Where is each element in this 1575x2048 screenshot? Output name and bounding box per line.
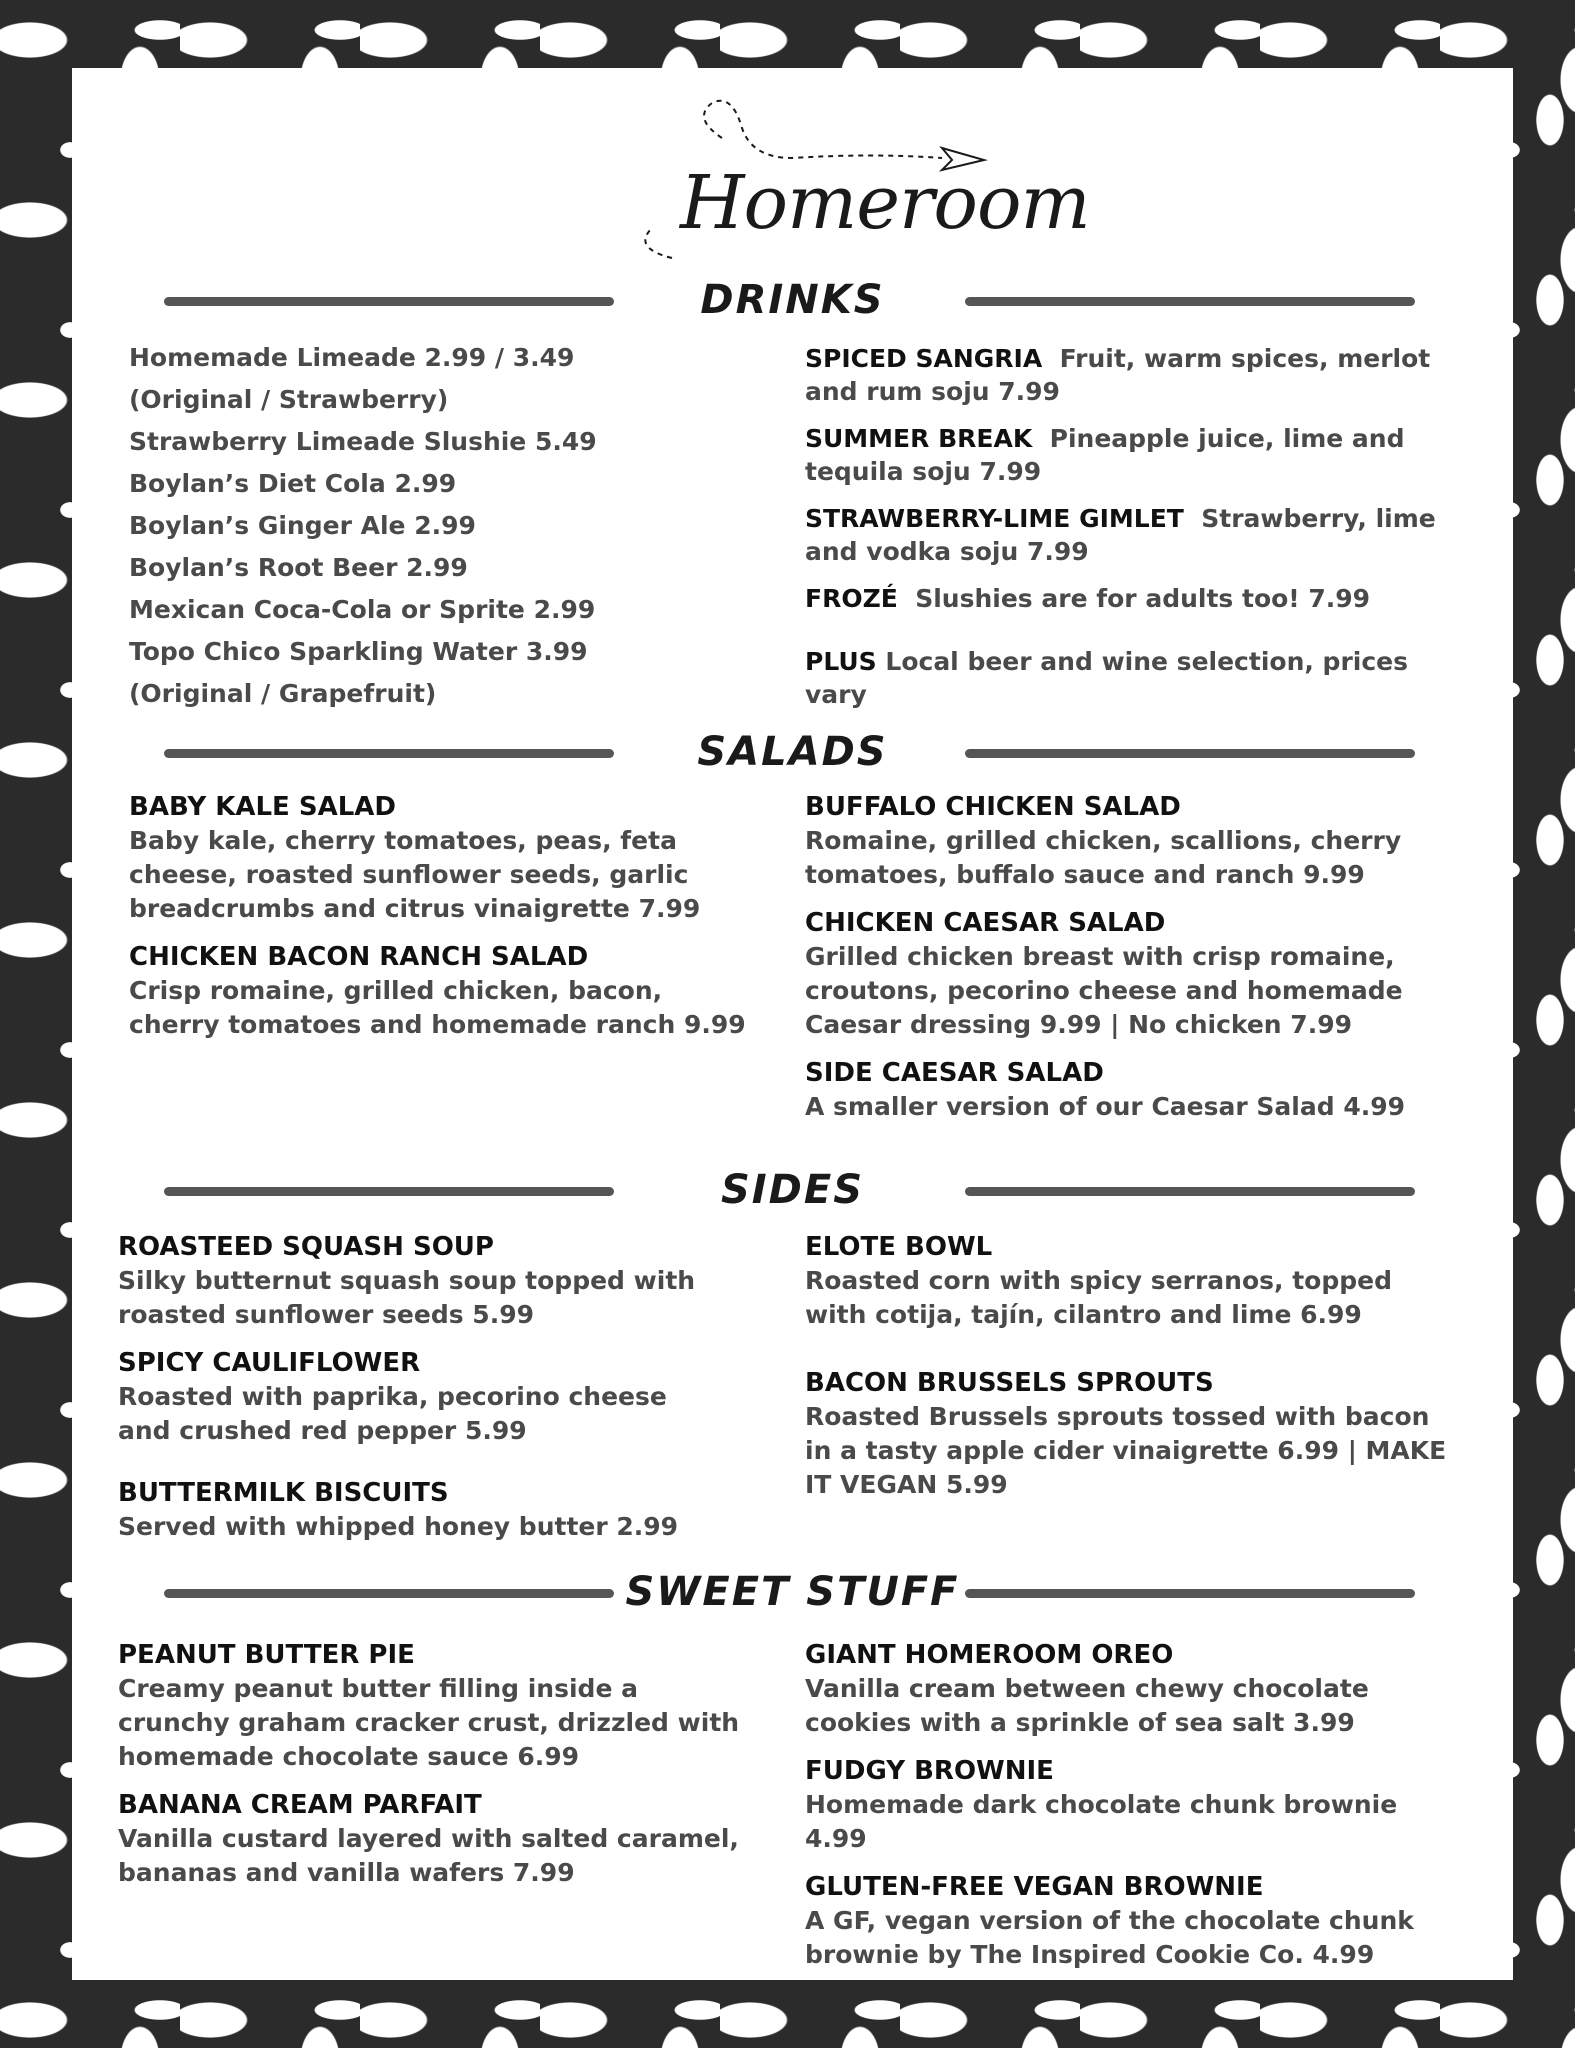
menu-item bbox=[805, 1366, 1450, 1502]
salads-right-column bbox=[805, 790, 1450, 1138]
item-desc: Silky butternut squash soup topped with roasted sunflower seeds 5.99 bbox=[118, 1266, 696, 1329]
item-desc: A GF, vegan version of the chocolate chunk brownie by The Inspired Cookie Co. 4.99 bbox=[805, 1906, 1414, 1969]
item-name: STRAWBERRY-LIME GIMLET bbox=[805, 504, 1184, 533]
item-name: SPICY CAULIFLOWER bbox=[118, 1348, 421, 1378]
item-desc: Crisp romaine, grilled chicken, bacon, cherry tomatoes and homemade ranch 9.99 bbox=[129, 976, 746, 1039]
item-name: PEANUT BUTTER PIE bbox=[118, 1640, 415, 1670]
menu-item bbox=[805, 790, 1450, 892]
salads-header bbox=[72, 725, 1513, 785]
item-name: BABY KALE SALAD bbox=[129, 792, 396, 822]
item-name: SIDE CAESAR SALAD bbox=[805, 1058, 1104, 1088]
sweets-header bbox=[72, 1565, 1513, 1625]
menu-item bbox=[118, 1346, 718, 1448]
menu-item bbox=[805, 1870, 1450, 1972]
item-desc: Vanilla custard layered with salted caramel, bananas and vanilla wafers 7.99 bbox=[118, 1824, 739, 1887]
section-title-sides: SIDES bbox=[720, 1167, 865, 1213]
divider bbox=[965, 749, 1415, 758]
menu-item bbox=[805, 906, 1450, 1042]
list-item: Boylan’s Root Beer 2.99 bbox=[129, 553, 468, 582]
sides-left-column bbox=[118, 1230, 718, 1558]
menu-item bbox=[805, 1230, 1450, 1332]
list-item: (Original / Strawberry) bbox=[129, 385, 449, 414]
item-name: ROASTEED SQUASH SOUP bbox=[118, 1232, 494, 1262]
item-name: CHICKEN CAESAR SALAD bbox=[805, 908, 1166, 938]
list-item: Topo Chico Sparkling Water 3.99 bbox=[129, 637, 588, 666]
list-item: Strawberry Limeade Slushie 5.49 bbox=[129, 427, 597, 456]
list-item: (Original / Grapefruit) bbox=[129, 679, 437, 708]
salads-left-column bbox=[129, 790, 754, 1056]
item-desc: Pineapple juice, lime and tequila soju 7.99 bbox=[805, 424, 1405, 486]
item-name: BUFFALO CHICKEN SALAD bbox=[805, 792, 1181, 822]
sweets-right-column bbox=[805, 1638, 1450, 1986]
drinks-header bbox=[72, 273, 1513, 333]
item-name: BACON BRUSSELS SPROUTS bbox=[805, 1368, 1214, 1398]
item-desc: Strawberry, lime and vodka soju 7.99 bbox=[805, 504, 1436, 566]
sides-right-column bbox=[805, 1230, 1450, 1516]
menu-item bbox=[118, 1476, 718, 1544]
list-item: Mexican Coca-Cola or Sprite 2.99 bbox=[129, 595, 596, 624]
item-desc: Roasted with paprika, pecorino cheese and crushed red pepper 5.99 bbox=[118, 1382, 667, 1445]
divider bbox=[965, 1589, 1415, 1598]
item-name: SPICED SANGRIA bbox=[805, 344, 1043, 373]
list-item: Boylan’s Ginger Ale 2.99 bbox=[129, 511, 476, 540]
list-item bbox=[805, 645, 1450, 711]
item-desc: Local beer and wine selection, prices vary bbox=[805, 647, 1409, 709]
item-desc: Romaine, grilled chicken, scallions, cherry tomatoes, buffalo sauce and ranch 9.99 bbox=[805, 826, 1402, 889]
item-desc: Roasted corn with spicy serranos, topped with cotija, tajín, cilantro and lime 6.99 bbox=[805, 1266, 1392, 1329]
item-desc: Slushies are for adults too! 7.99 bbox=[915, 584, 1371, 613]
item-desc: Roasted Brussels sprouts tossed with bacon in a tasty apple cider vinaigrette 6.99 | MAKE IT VEGAN 5.99 bbox=[805, 1402, 1447, 1499]
menu-page bbox=[72, 68, 1513, 1980]
list-item bbox=[805, 502, 1450, 568]
menu-item bbox=[805, 1754, 1450, 1856]
item-name: BUTTERMILK BISCUITS bbox=[118, 1478, 449, 1508]
item-desc: Grilled chicken breast with crisp romaine, croutons, pecorino cheese and homemade Caesar dressing 9.99 | No chicken 7.99 bbox=[805, 942, 1403, 1039]
menu-item bbox=[118, 1638, 748, 1774]
homeroom-logo bbox=[612, 98, 1090, 278]
menu-item bbox=[129, 790, 754, 926]
item-desc: Fruit, warm spices, merlot and rum soju 7.99 bbox=[805, 344, 1431, 406]
item-name: PLUS bbox=[805, 647, 877, 676]
list-item: Homemade Limeade 2.99 / 3.49 bbox=[129, 343, 575, 372]
item-desc: Vanilla cream between chewy chocolate cookies with a sprinkle of sea salt 3.99 bbox=[805, 1674, 1369, 1737]
item-name: CHICKEN BACON RANCH SALAD bbox=[129, 942, 589, 972]
section-title-sweets: SWEET STUFF bbox=[625, 1569, 960, 1615]
item-name: ELOTE BOWL bbox=[805, 1232, 993, 1262]
drinks-left-column bbox=[129, 337, 769, 715]
divider bbox=[965, 1187, 1415, 1196]
item-name: BANANA CREAM PARFAIT bbox=[118, 1790, 482, 1820]
item-name: GLUTEN-FREE VEGAN BROWNIE bbox=[805, 1872, 1264, 1902]
menu-item bbox=[118, 1788, 748, 1890]
divider bbox=[965, 297, 1415, 306]
list-item bbox=[805, 582, 1450, 615]
item-desc: Baby kale, cherry tomatoes, peas, feta cheese, roasted sunflower seeds, garlic breadcrumbs and citrus vinaigrette 7.99 bbox=[129, 826, 701, 923]
item-desc: Served with whipped honey butter 2.99 bbox=[118, 1512, 679, 1541]
sweets-left-column bbox=[118, 1638, 748, 1904]
list-item bbox=[805, 422, 1450, 488]
item-desc: Creamy peanut butter filling inside a crunchy graham cracker crust, drizzled with homemade chocolate sauce 6.99 bbox=[118, 1674, 740, 1771]
list-item: Boylan’s Diet Cola 2.99 bbox=[129, 469, 457, 498]
logo-text: Homeroom bbox=[680, 160, 1090, 246]
sides-header bbox=[72, 1163, 1513, 1223]
item-name: GIANT HOMEROOM OREO bbox=[805, 1640, 1174, 1670]
item-name: SUMMER BREAK bbox=[805, 424, 1033, 453]
menu-item bbox=[805, 1638, 1450, 1740]
list-item bbox=[805, 342, 1450, 408]
section-title-drinks: DRINKS bbox=[700, 277, 885, 323]
item-desc: Homemade dark chocolate chunk brownie 4.99 bbox=[805, 1790, 1398, 1853]
menu-item bbox=[118, 1230, 718, 1332]
item-name: FROZÉ bbox=[805, 584, 898, 613]
item-desc: A smaller version of our Caesar Salad 4.99 bbox=[805, 1092, 1405, 1121]
drinks-right-column bbox=[805, 342, 1450, 725]
section-title-salads: SALADS bbox=[697, 729, 888, 775]
menu-item bbox=[129, 940, 754, 1042]
item-name: FUDGY BROWNIE bbox=[805, 1756, 1054, 1786]
menu-item bbox=[805, 1056, 1450, 1124]
